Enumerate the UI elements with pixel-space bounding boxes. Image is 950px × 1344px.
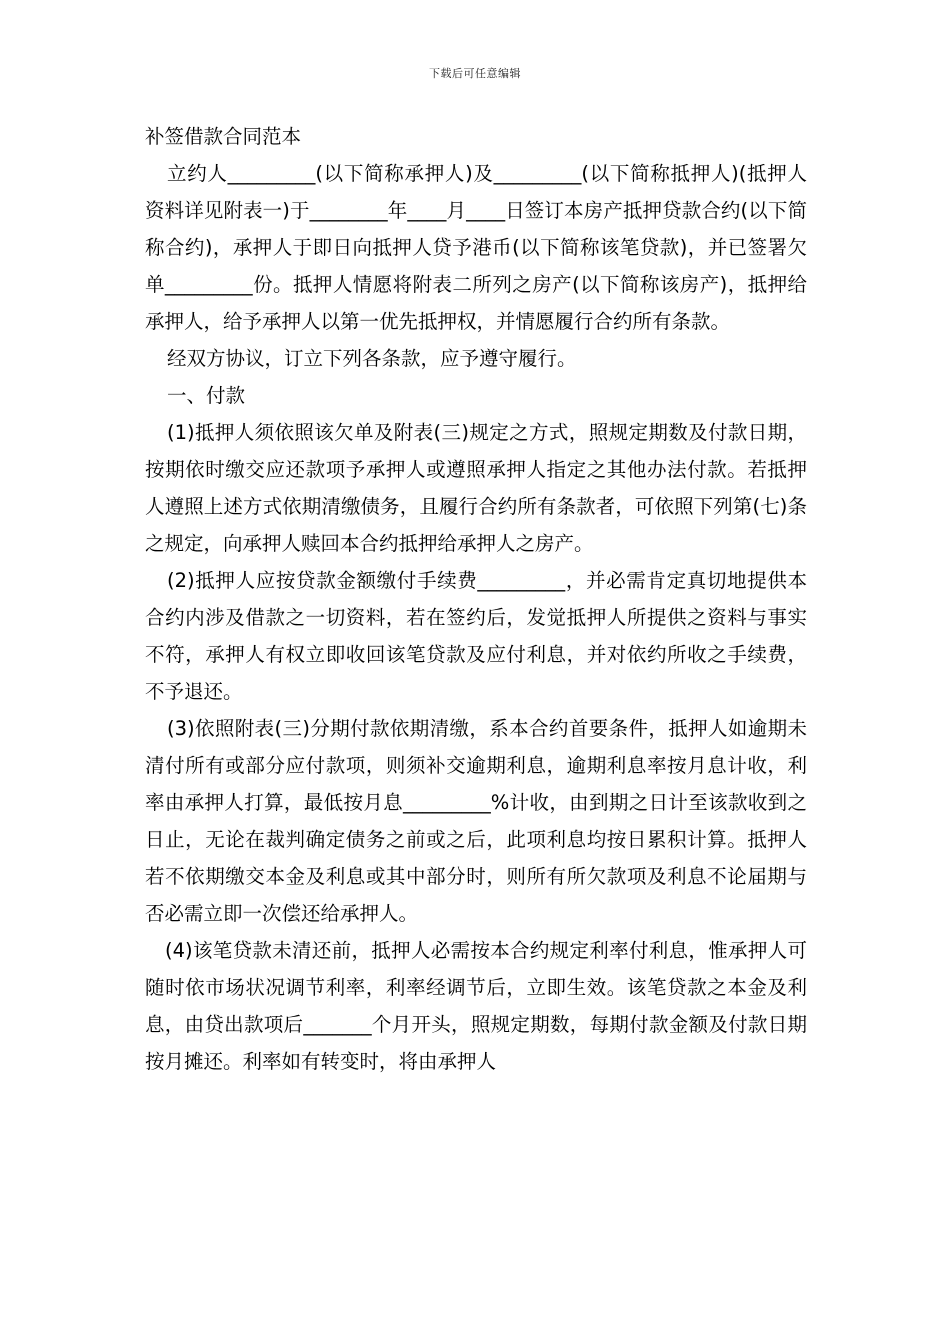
page-header-note: 下载后可任意编辑: [429, 67, 521, 80]
clause-1: (1)抵押人须依照该欠单及附表(三)规定之方式，照规定期数及付款日期，按期依时缴交应还款项予承押人或遵照承押人指定之其他办法付款。若抵押人遵照上述方式依期清缴债务，且履行合约所有条款者，可依照下列第(七)条之规定，向承押人赎回本合约抵押给承押人之房产。: [145, 421, 807, 555]
paragraph-preamble: 立约人_________(以下简称承押人)及_________(以下简称抵押人)(抵押人资料详见附表一)于________年____月____日签订本房产抵押贷款合约(以下简称合约)，承押人于即日向抵押人贷予港币(以下简称该笔贷款)，并已签署欠单_________份。抵押人情愿将附表二所列之房产(以下简称该房产)，抵押给承押人，给予承押人以第一优先抵押权，并情愿履行合约所有条款。: [145, 162, 807, 333]
clause-3: (3)依照附表(三)分期付款依期清缴，系本合约首要条件，抵押人如逾期未清付所有或部分应付款项，则须补交逾期利息，逾期利息率按月息计收，利率由承押人打算，最低按月息_________%计收，由到期之日计至该款收到之日止，无论在裁判确定债务之前或之后，此项利息均按日累积计算。抵押人若不依期缴交本金及利息或其中部分时，则所有所欠款项及利息不论届期与否必需立即一次偿还给承押人。: [145, 717, 807, 925]
section-heading-payment: 一、付款: [167, 384, 246, 407]
paragraph-agreement: 经双方协议，订立下列各条款，应予遵守履行。: [167, 347, 577, 370]
clause-2: (2)抵押人应按贷款金额缴付手续费_________，并必需肯定真切地提供本合约内涉及借款之一切资料，若在签约后，发觉抵押人所提供之资料与事实不符，承押人有权立即收回该笔贷款及应付利息，并对依约所收之手续费，不予退还。: [145, 569, 807, 703]
document-body: [145, 118, 807, 1080]
clause-4: (4)该笔贷款未清还前，抵押人必需按本合约规定利率付利息，惟承押人可随时依市场状况调节利率，利率经调节后，立即生效。该笔贷款之本金及利息，由贷出款项后_______个月开头，照规定期数，每期付款金额及付款日期按月摊还。利率如有转变时，将由承押人: [145, 939, 807, 1073]
document-title: 补签借款合同范本: [145, 125, 302, 148]
